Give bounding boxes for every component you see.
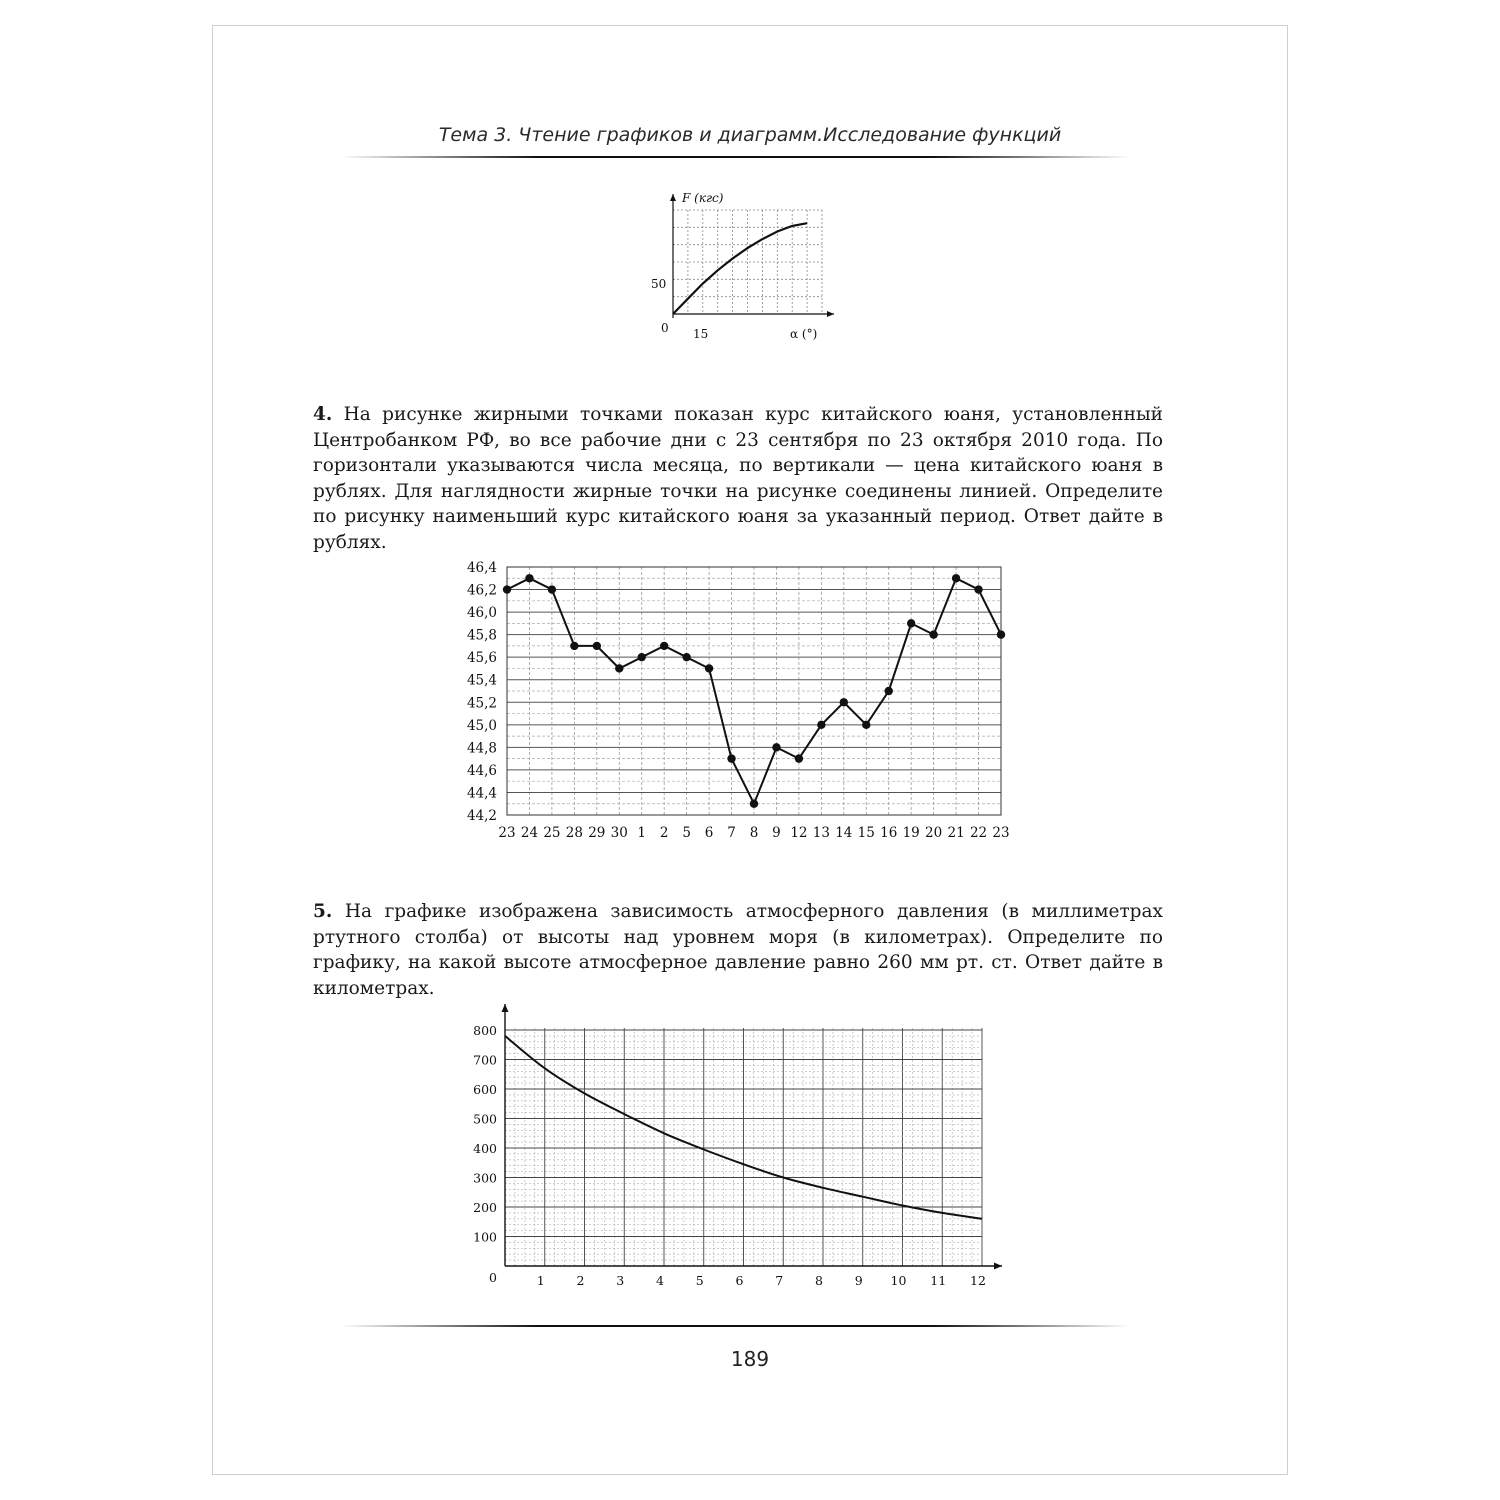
data-point [727,754,735,762]
data-point [952,574,960,582]
x-tick-label: 22 [969,825,988,841]
data-point [548,585,556,593]
data-point [840,698,848,706]
x-tick-label: 23 [992,825,1010,841]
data-point [705,664,713,672]
x-tick-label: 6 [704,825,714,841]
x-tick-label: 24 [520,825,539,841]
y-tick-label: 800 [473,1023,497,1038]
y-tick-label: 45,8 [466,627,497,644]
x-tick-label: 7 [775,1273,784,1288]
x-tick-label: 30 [610,825,628,841]
pressure-altitude-chart [455,1000,1015,1300]
origin-label: 0 [661,321,669,335]
x-tick-label: 15 [693,327,709,341]
x-tick-label: 12 [790,825,808,841]
force-angle-chart [640,188,840,348]
data-point [615,664,623,672]
y-tick-label: 46,2 [466,582,497,599]
x-tick-label: 11 [930,1273,947,1288]
y-tick-label: 45,2 [466,695,497,712]
problem-number: 4. [313,404,333,425]
data-point [593,642,601,650]
x-tick-label: 10 [890,1273,907,1288]
x-tick-label: 1 [536,1273,545,1288]
data-point [660,642,668,650]
x-tick-label: 14 [835,825,853,841]
y-tick-label: 44,4 [466,785,497,802]
data-point [638,653,646,661]
y-tick-label: 500 [473,1111,497,1127]
data-point [907,619,915,627]
y-tick-label: 600 [473,1082,497,1097]
y-tick-label: 45,0 [466,717,497,734]
header-rule [340,156,1130,158]
x-tick-label: 5 [695,1273,704,1288]
data-point [682,653,690,661]
y-tick-label: 45,6 [466,650,497,667]
x-tick-label: 23 [498,825,516,841]
x-tick-label: 9 [854,1273,863,1288]
data-point [750,800,758,808]
force-curve [673,223,807,314]
y-axis-arrow [670,194,676,201]
x-tick-label: 29 [588,825,606,841]
problem-text: На рисунке жирными точками показан курс китайского юаня, установленный Центробанком РФ, во все рабочие дни с 23 сентября по 23 октября 2010 года. По горизонтали указываются числа месяца, по вертикали — цена китайского юаня в рублях. Для наглядности жирные точки на рисунке соединены линией. Определите по рисунку наименьший курс китайского юаня за указанный период. Ответ дайте в рублях. [313,404,1164,553]
x-tick-label: 21 [947,825,965,841]
x-tick-label: 4 [656,1273,664,1288]
x-tick-label: 3 [616,1273,625,1288]
x-tick-label: 9 [772,825,781,841]
y-tick-label: 300 [473,1170,497,1186]
data-point [929,630,937,638]
x-tick-label: 13 [812,825,830,841]
x-tick-label: 12 [970,1273,986,1288]
y-tick-label: 50 [651,277,667,291]
problem-5 [313,899,1163,1001]
y-tick-label: 200 [473,1200,497,1215]
x-tick-label: 6 [735,1273,744,1288]
data-point [772,743,780,751]
y-axis-label: F (кгс) [682,191,724,205]
y-tick-label: 46,4 [466,560,497,576]
y-tick-label: 44,2 [466,808,497,824]
y-tick-label: 700 [473,1052,497,1068]
x-tick-label: 1 [637,825,647,841]
data-point [795,754,803,762]
x-tick-label: 2 [576,1273,585,1288]
data-point [525,574,533,582]
data-point [503,585,511,593]
data-point [974,585,982,593]
data-point [862,721,870,729]
x-tick-label: 7 [727,825,736,841]
footer-rule [340,1325,1130,1327]
x-axis-label: α (°) [790,327,818,341]
data-point [997,630,1005,638]
origin-label: 0 [489,1270,497,1285]
x-tick-label: 8 [815,1273,823,1288]
x-axis-arrow [827,311,834,317]
page-number: 189 [730,1347,770,1371]
y-tick-label: 44,8 [466,740,497,757]
x-tick-label: 15 [857,825,875,841]
x-tick-label: 28 [565,825,583,841]
x-tick-label: 5 [682,825,691,841]
x-tick-label: 2 [659,825,669,841]
x-tick-label: 8 [749,825,759,841]
data-point [885,687,893,695]
problem-4 [313,402,1163,555]
x-tick-label: 25 [543,825,561,841]
problem-text: На графике изображена зависимость атмосферного давления (в миллиметрах ртутного столба) от высоты над уровнем моря (в километрах). Определите по графику, на какой высоте атмосферное давление равно 260 мм рт. ст. Ответ дайте в километрах. [313,901,1163,999]
y-tick-label: 44,6 [466,762,497,779]
y-axis-arrow [502,1004,509,1012]
x-tick-label: 16 [880,825,898,841]
y-tick-label: 45,4 [466,672,497,689]
yuan-rate-chart [455,558,1015,848]
x-tick-label: 20 [925,825,943,841]
y-tick-label: 100 [473,1229,497,1245]
y-tick-label: 400 [473,1141,497,1156]
x-axis-arrow [994,1263,1002,1270]
running-title: Тема 3. Чтение графиков и диаграмм.Исследование функций [438,124,1062,146]
problem-number: 5. [313,901,333,922]
x-tick-label: 19 [902,825,920,841]
data-point [570,642,578,650]
data-point [817,721,825,729]
y-tick-label: 46,0 [466,605,497,622]
